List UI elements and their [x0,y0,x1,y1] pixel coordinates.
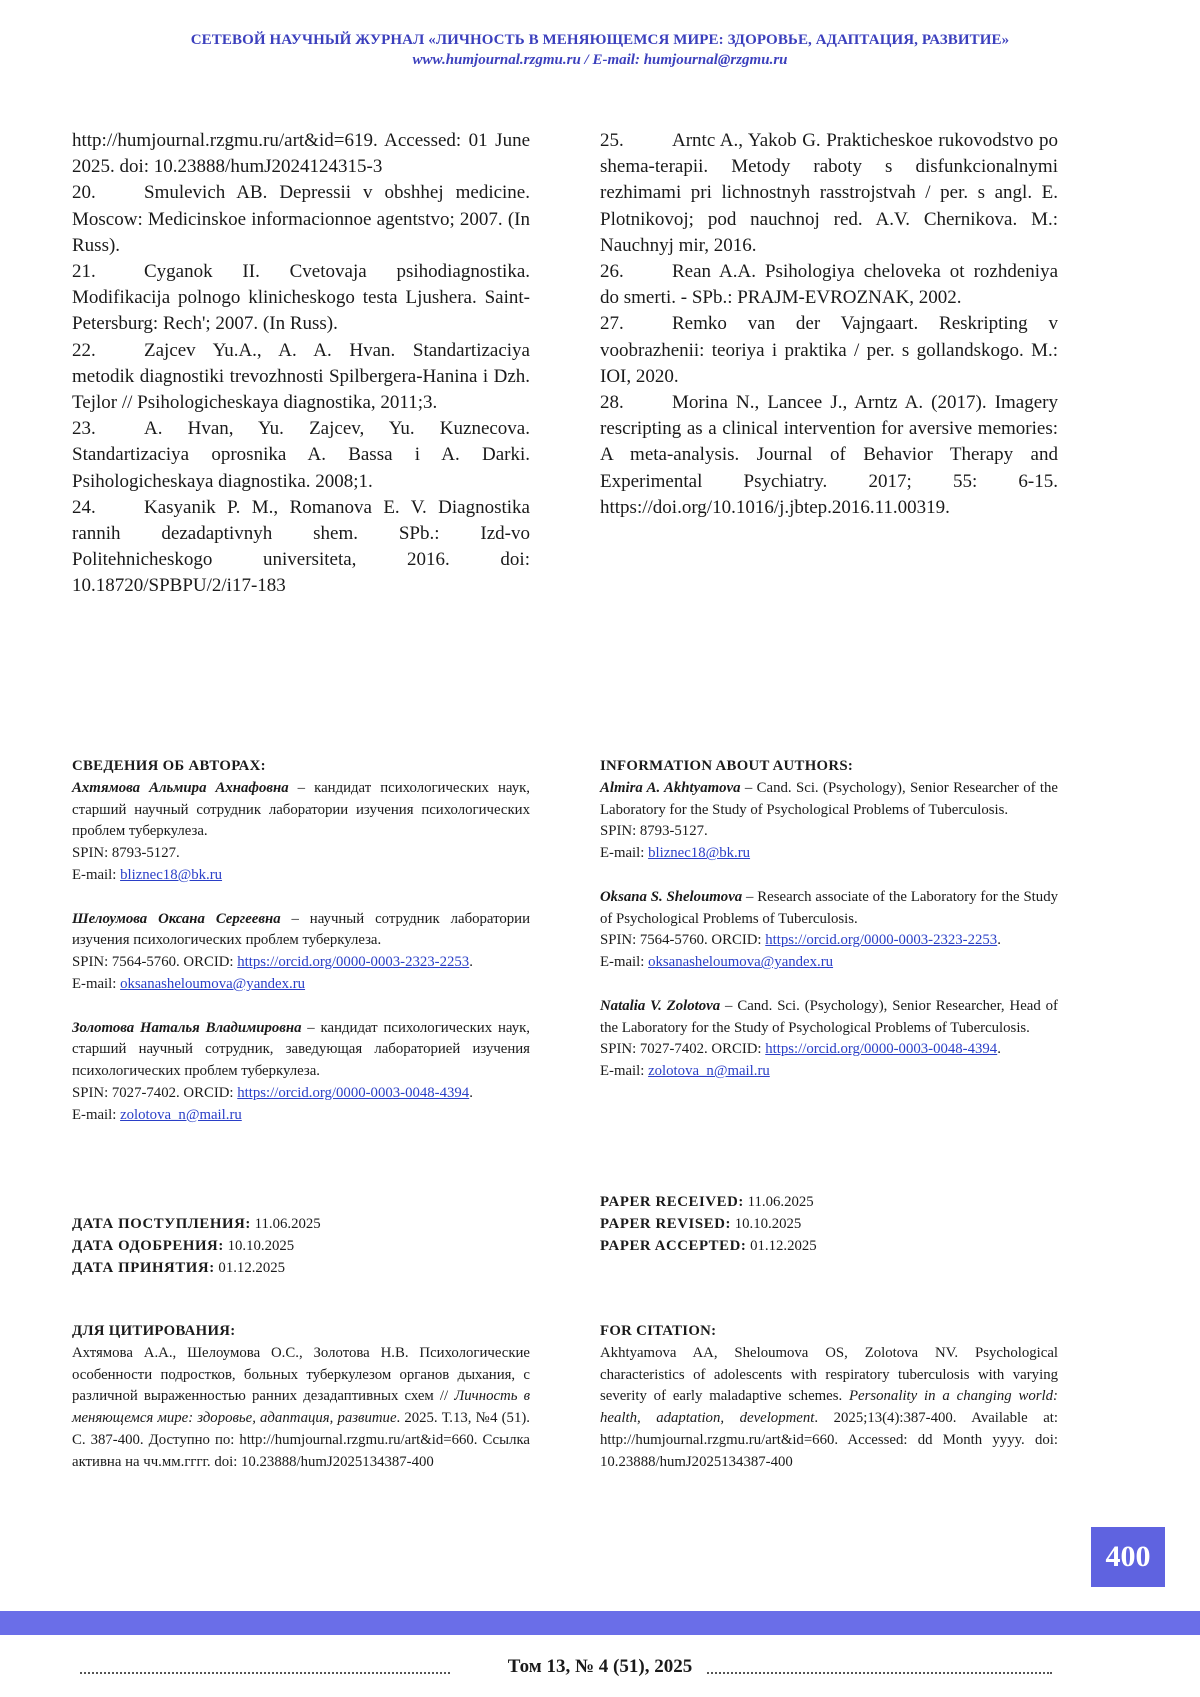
date-accepted-label: ДАТА ПРИНЯТИЯ: [72,1259,215,1276]
author-name: Шелоумова Оксана Сергеевна [72,910,281,927]
author-orcid-link[interactable]: https://orcid.org/0000-0003-0048-4394 [237,1084,470,1101]
reference-item: 20. Smulevich AB. Depressii v obshhej medicine. Moscow: Medicinskoe informacionnoe agentstvo; 2007. (In Russ). [72,182,530,256]
reference-item: 22. Zajcev Yu.A., A. A. Hvan. Standartizaciya metodik diagnostiki trevozhnosti Spilbergera-Hanina i Dzh. Tejlor // Psihologicheskaya diagnostika, 2011;3. [72,339,530,414]
authors-ru: СВЕДЕНИЯ ОБ АВТОРАХ: Ахтямова Альмира Ахнафовна – кандидат психологических наук, старший научный сотрудник лаборатории изучения психологических проблем туберкулеза. SPIN: 8793-5127. E-mail: bliznec18@bk.ru Шелоумова Оксана Сергеевна – научный сотрудник лаборатории изучения психологических проблем туберкулеза. SPIN: 7564-5760. ORCID: https://orcid.org/0000-0003-2323-2253. E-mail: oksanasheloumova@yandex.ru Золотова Наталья Владимировна – кандидат психологических наук, старший научный сотрудник, заведующая лабораторией изучения психологических проблем туберкулеза. SPIN: 7027-7402. ORCID: https://orcid.org/0000-0003-0048-4394. E-mail: zolotova_n@mail.ru [72,758,530,1123]
author-name: Almira A. Akhtyamova [600,779,741,796]
author-email-link[interactable]: zolotova_n@mail.ru [648,1063,770,1080]
date-received-label: PAPER RECEIVED: [600,1194,744,1210]
reference-item: 27. Remko van der Vajngaart. Reskripting v voobrazhenii: teoriya i praktika / per. s gollandskogo. M.: IOI, 2020. [600,313,1058,387]
reference-item: 25. Arntc A., Yakob G. Prakticheskoe rukovodstvo po shema-terapii. Metody raboty s disfunkcionalnymi rezhimami pri lichnostnyh rasstrojstvah / per. s angl. E. Plotnikovoj; pod nauchnoj red. A.V. Chernikova. M.: Nauchnyj mir, 2016. [600,130,1058,256]
date-accepted: 01.12.2025 [746,1237,817,1254]
date-received: 11.06.2025 [250,1216,321,1232]
author-email-link[interactable]: bliznec18@bk.ru [120,866,223,883]
date-accepted: 01.12.2025 [214,1259,286,1276]
journal-header [0,32,1200,69]
accent-bar [0,1611,1200,1635]
author-name: Ахтямова Альмира Ахнафовна [72,779,289,796]
author-email-link[interactable]: oksanasheloumova@yandex.ru [120,975,306,992]
dates-ru [72,1214,530,1279]
author-spin: SPIN: 8793-5127. [600,823,708,840]
journal-title: СЕТЕВОЙ НАУЧНЫЙ ЖУРНАЛ «ЛИЧНОСТЬ В МЕНЯЮЩЕМСЯ МИРЕ: ЗДОРОВЬЕ, АДАПТАЦИЯ, РАЗВИТИЕ» [190,32,1010,48]
author-orcid-link[interactable]: https://orcid.org/0000-0003-0048-4394 [765,1041,998,1058]
author-name: Oksana S. Sheloumova [600,888,743,905]
reference-item: 28. Morina N., Lancee J., Arntz A. (2017). Imagery rescripting as a clinical intervention for aversive memories: A meta-analysis. Journal of Behavior Therapy and Experimental Psychiatry. 2017; 55: 6-15. https://doi.org/10.1016/j.jbtep.2016.11.00319. [600,392,1058,518]
citation-en [600,1321,1058,1474]
citation-text-en: Akhtyamova AA, Sheloumova OS, Zolotova NV. Psychological characteristics of adolescents with respiratory tuberculosis with varying severity of early maladaptive schemes. Personality in a changing world: health, adaptation, development. 2025;13(4):387-400. Available at: http://humjournal.rzgmu.ru/art&id=660. Accessed: dd Month yyyy. doi: 10.23888/humJ2025134387-400 [600,1344,1058,1470]
journal-contacts: www.humjournal.rzgmu.ru / E-mail: humjournal@rzgmu.ru [412,52,788,68]
citation-text-ru: Ахтямова А.А., Шелоумова О.С., Золотова Н.В. Психологические особенности подростков, больных туберкулезом органов дыхания, с различной выраженностью ранних дезадаптивных схем // Личность в меняющемся мире: здоровье, адаптация, развитие. 2025. Т.13, №4 (51). С. 387-400. Доступно по: http://humjournal.rzgmu.ru/art&id=660. Ссылка активна на чч.мм.гггг. doi: 10.23888/humJ2025134387-400 [72,1344,531,1470]
reference-item: 23. A. Hvan, Yu. Zajcev, Yu. Kuznecova. Standartizaciya oprosnika A. Bassa i A. Darki. Psihologicheskaya diagnostika. 2008;1. [72,418,530,492]
author-name: Золотова Наталья Владимировна [72,1019,302,1036]
authors-en: INFORMATION ABOUT AUTHORS: Almira A. Akhtyamova – Cand. Sci. (Psychology), Senior Researcher of the Laboratory for the Study of Psychological Problems of Tuberculosis. SPIN: 8793-5127. E-mail: bliznec18@bk.ru Oksana S. Sheloumova – Research associate of the Laboratory for the Study of Psychological Problems of Tuberculosis. SPIN: 7564-5760. ORCID: https://orcid.org/0000-0003-2323-2253. E-mail: oksanasheloumova@yandex.ru Natalia V. Zolotova – Cand. Sci. (Psychology), Senior Researcher, Head of the Laboratory for the Study of Psychological Problems of Tuberculosis. SPIN: 7027-7402. ORCID: https://orcid.org/0000-0003-0048-4394. E-mail: zolotova_n@mail.ru [600,758,1058,1080]
citation-heading-ru: ДЛЯ ЦИТИРОВАНИЯ: [72,1323,236,1339]
date-accepted-label: PAPER ACCEPTED: [600,1237,747,1254]
reference-item: 21. Cyganok II. Cvetovaja psihodiagnostika. Modifikacija polnogo klinicheskogo testa Ljushera. Saint-Petersburg: Rech'; 2007. (In Russ). [72,261,530,335]
authors-heading-en: INFORMATION ABOUT AUTHORS: [600,758,854,774]
author-orcid-link[interactable]: https://orcid.org/0000-0003-2323-2253 [765,932,998,949]
page-number: 400 [1091,1527,1165,1587]
date-revised: 10.10.2025 [731,1215,802,1232]
issue-label: Том 13, № 4 (51), 2025 [494,1656,706,1677]
reference-item: http://humjournal.rzgmu.ru/art&id=619. Accessed: 01 June 2025. doi: 10.23888/humJ2024124315-3 [72,130,530,178]
dates-en [600,1192,1058,1257]
issue-footer [0,1656,1200,1678]
date-received-label: ДАТА ПОСТУПЛЕНИЯ: [72,1216,251,1232]
author-orcid-link[interactable]: https://orcid.org/0000-0003-2323-2253 [237,954,470,971]
author-name: Natalia V. Zolotova [600,997,721,1014]
references-right [600,128,1058,521]
citation-heading-en: FOR CITATION: [600,1323,717,1339]
date-revised-label: ДАТА ОДОБРЕНИЯ: [72,1237,224,1254]
date-received: 11.06.2025 [743,1194,814,1210]
author-email-link[interactable]: zolotova_n@mail.ru [120,1106,242,1123]
author-spin: SPIN: 8793-5127. [72,845,180,862]
author-email-link[interactable]: bliznec18@bk.ru [648,845,751,862]
date-revised: 10.10.2025 [223,1237,295,1254]
reference-item: 26. Rean A.A. Psihologiya cheloveka ot rozhdeniya do smerti. - SPb.: PRAJM-EVROZNAK, 2002. [600,261,1058,309]
author-email-link[interactable]: oksanasheloumova@yandex.ru [648,954,834,971]
date-revised-label: PAPER REVISED: [600,1215,732,1232]
authors-heading-ru: СВЕДЕНИЯ ОБ АВТОРАХ: [72,758,266,774]
citation-ru [72,1321,530,1474]
reference-item: 24. Kasyanik P. M., Romanova E. V. Diagnostika rannih dezadaptivnyh shem. SPb.: Izd-vo Politehnicheskogo universiteta, 2016. doi: 10.18720/SPBPU/2/i17-183 [72,496,530,597]
references-left [72,128,530,600]
